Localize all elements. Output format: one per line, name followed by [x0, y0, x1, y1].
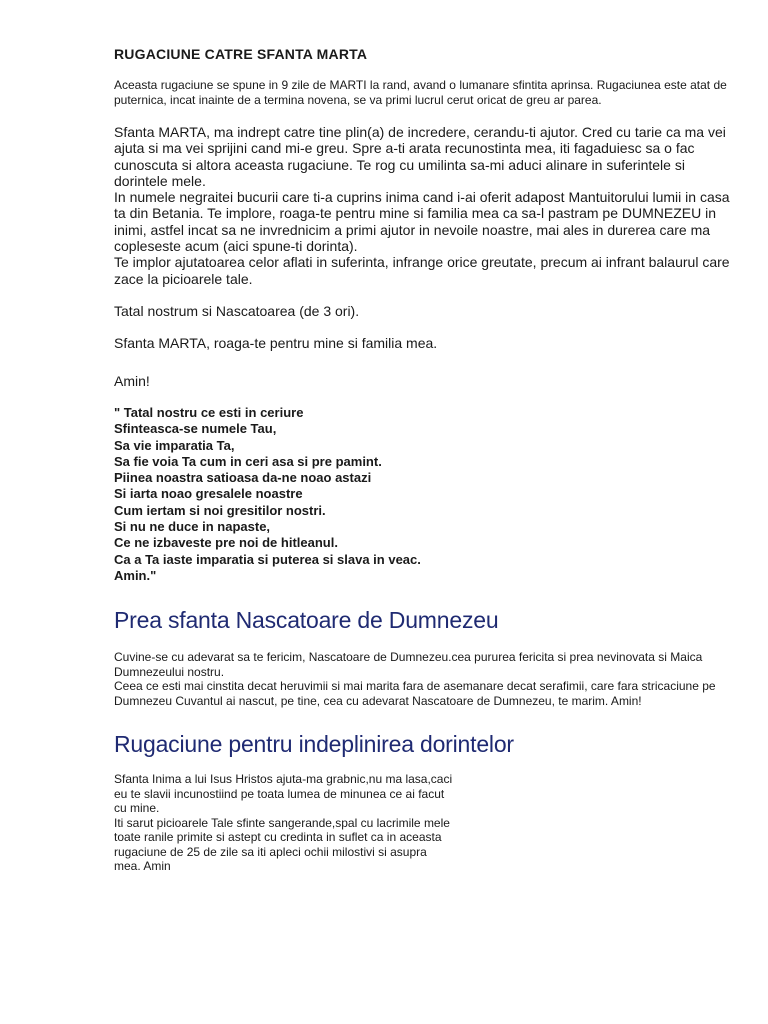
spacer: [114, 634, 734, 650]
prayer-line: Sa fie voia Ta cum in ceri asa si pre pamint.: [114, 453, 382, 469]
section-heading-dorinte: Rugaciune pentru indeplinirea dorintelor: [114, 731, 514, 758]
section-heading-nascatoare: Prea sfanta Nascatoare de Dumnezeu: [114, 607, 499, 634]
spacer: [114, 389, 734, 405]
prayer-line: Si iarta noao gresalele noastre: [114, 486, 303, 502]
document-page: [114, 46, 734, 874]
invocation-line: Sfanta MARTA, roaga-te pentru mine si familia mea.: [114, 334, 438, 351]
section-2-paragraph-1: Sfanta Inima a lui Isus Hristos ajuta-ma grabnic,nu ma lasa,caci eu te slavii incunostiind pe toata lumea de minunea ce ai facut cu mine.: [114, 772, 453, 816]
spacer: [114, 584, 734, 606]
prayer-line: Sfinteasca-se numele Tau,: [114, 421, 277, 437]
prayer-line: Ca a Ta iaste imparatia si puterea si slava in veac.: [114, 551, 421, 567]
section-1-paragraph-1: Cuvine-se cu adevarat sa te fericim, Nascatoare de Dumnezeu.cea pururea fericita si prea nevinovata si Maica Dumnezeului nostru.: [114, 650, 703, 679]
page-title: RUGACIUNE CATRE SFANTA MARTA: [114, 46, 368, 62]
prayer-line: Ce ne izbaveste pre noi de hitleanul.: [114, 535, 338, 551]
prayer-line: Piinea noastra satioasa da-ne noao astazi: [114, 470, 372, 486]
prayer-line: Si nu ne duce in napaste,: [114, 519, 271, 535]
body-paragraph-1: Sfanta MARTA, ma indrept catre tine plin(a) de incredere, cerandu-ti ajutor. Cred cu tarie ca ma vei ajuta si ma vei sprijini cand mi-e greu. Spre a-ti arata recunostinta mea, iti fagaduiesc sa o fac cunoscuta si altora aceasta rugaciune. Te rog cu umilinta sa-mi aduci alinare in suferintele si dorintele mele.: [114, 124, 726, 189]
spacer: [114, 708, 734, 730]
spacer: [114, 351, 734, 373]
spacer: [114, 319, 734, 335]
spacer: [114, 287, 734, 303]
spacer: [114, 758, 734, 772]
body-paragraph-2: In numele negraitei bucurii care ti-a cuprins inima cand i-ai oferit adapost Mantuitorului lumii in casa ta din Betania. Te implore, roaga-te pentru mine si familia mea ca sa-l pastram pe DUMNEZEU in inimi, astfel incat sa ne invrednicim a primi ajutor in nevoile noastre, mai ales in durerea care ma copleseste acum (aici spune-ti dorinta).: [114, 189, 730, 255]
prayer-line: Cum iertam si noi gresitilor nostri.: [114, 502, 326, 518]
prayer-line: Amin.": [114, 567, 157, 583]
section-1-paragraph-2: Ceea ce esti mai cinstita decat heruvimii si mai marita fara de asemanare decat serafimii, care fara stricaciune pe Dumnezeu Cuvantul ai nascut, pe tine, cea cu adevarat Nascatoare de Dumnezeu, te marim. Amin!: [114, 679, 716, 708]
instruction-line: Tatal nostrum si Nascatoarea (de 3 ori).: [114, 302, 360, 319]
intro-paragraph: Aceasta rugaciune se spune in 9 zile de MARTI la rand, avand o lumanare sfintita aprinsa. Rugaciunea este atat de puternica, incat inainte de a termina novena, se va primi lucrul cerut oricat de greu ar parea.: [114, 78, 727, 107]
prayer-line: " Tatal nostru ce esti in ceriure: [114, 404, 304, 420]
prayer-line: Sa vie imparatia Ta,: [114, 437, 235, 453]
body-paragraph-3: Te implor ajutatoarea celor aflati in suferinta, infrange orice greutate, precum ai infrant balaurul care zace la picioarele tale.: [114, 254, 730, 287]
section-2-paragraph-2: Iti sarut picioarele Tale sfinte sangerande,spal cu lacrimile mele toate ranile primite si astept cu credinta in suflet ca in aceasta rugaciune de 25 de zile sa iti apleci ochii milostivi si asupra mea. Amin: [114, 815, 450, 874]
amen-line: Amin!: [114, 372, 150, 389]
lords-prayer: [114, 405, 734, 584]
section-2-body: [114, 772, 454, 874]
